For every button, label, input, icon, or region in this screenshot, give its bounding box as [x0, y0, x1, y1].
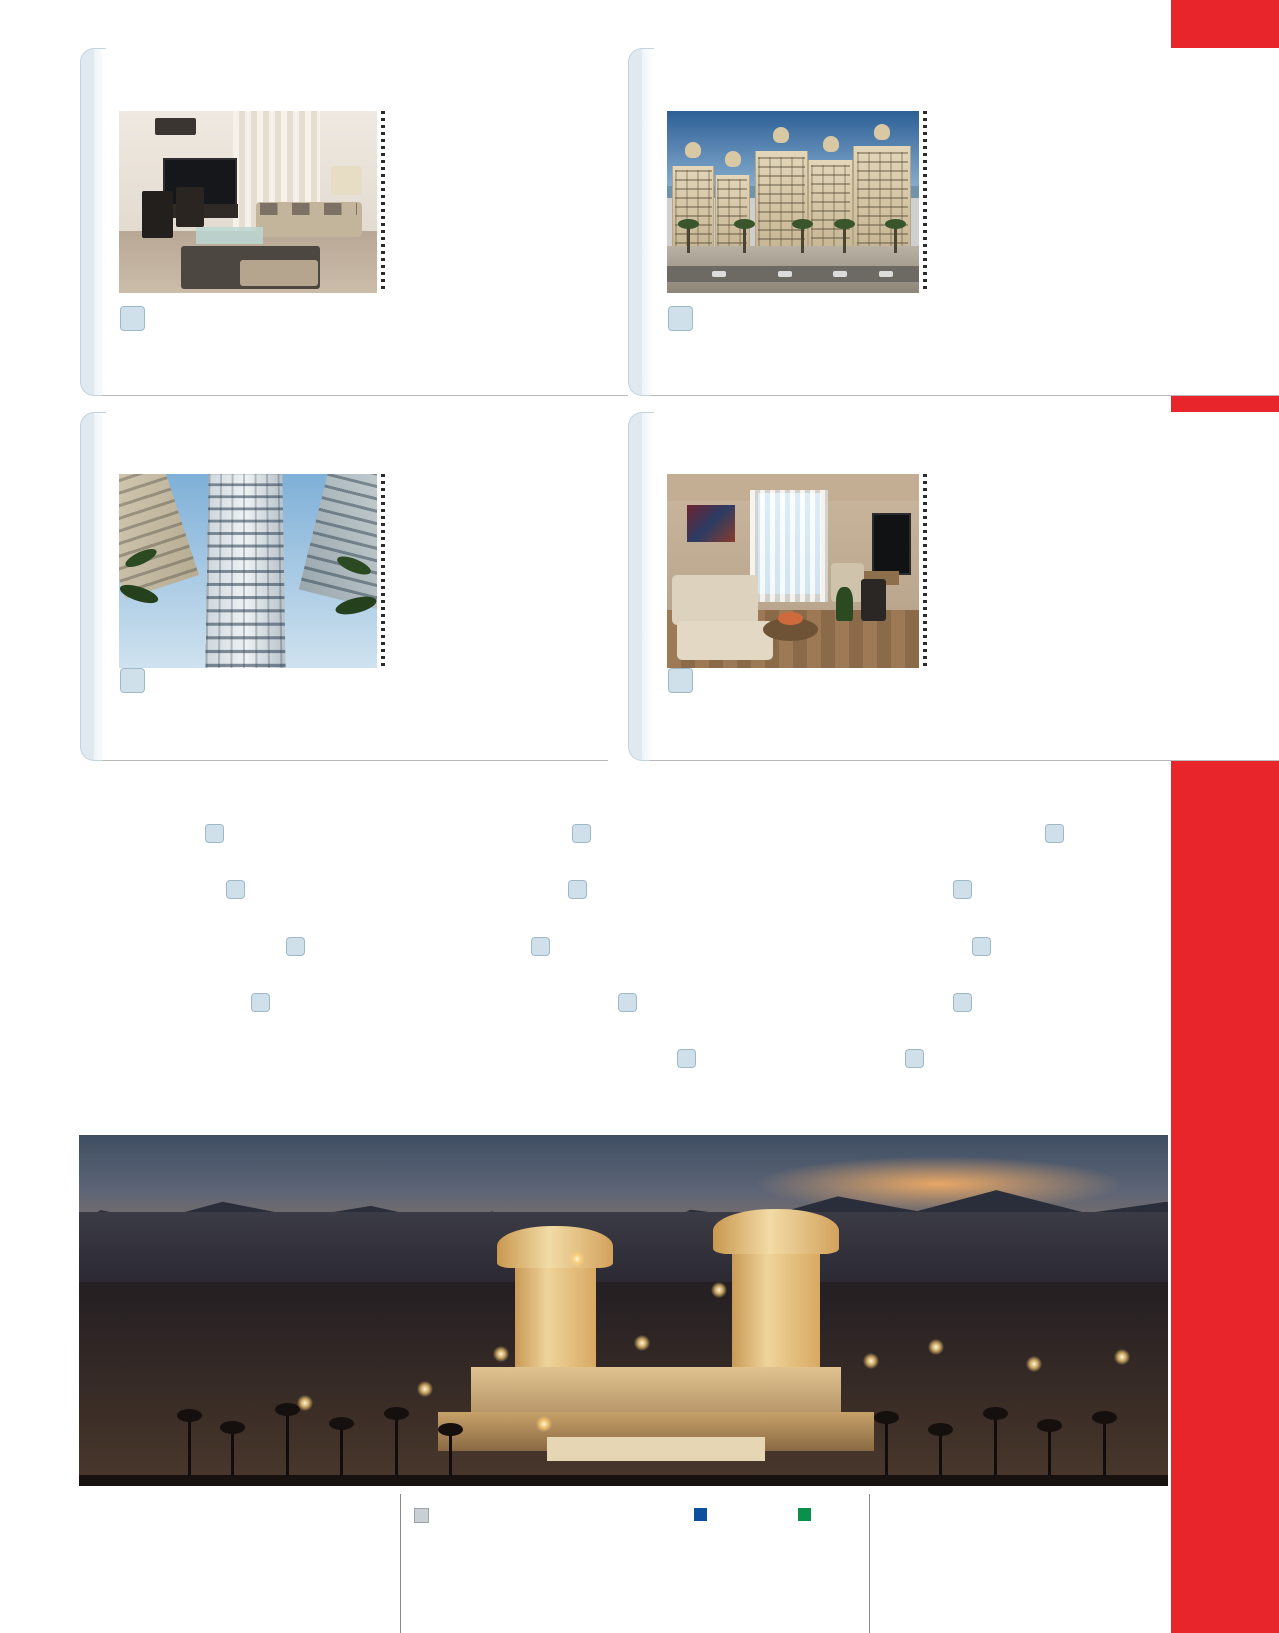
- card-color-swatch[interactable]: [668, 668, 693, 693]
- bullet-marker-3-2[interactable]: [531, 937, 550, 956]
- card-bottom-rule: [102, 760, 608, 761]
- card-spine-gradient: [94, 413, 106, 760]
- bullet-marker-1-1[interactable]: [205, 824, 224, 843]
- property-card-bottom-left[interactable]: [80, 412, 608, 761]
- card-spine-gradient: [94, 49, 106, 395]
- property-card-bottom-right[interactable]: [628, 412, 1279, 761]
- bullet-marker-1-3[interactable]: [1045, 824, 1064, 843]
- bullet-marker-2-3[interactable]: [953, 880, 972, 899]
- property-card-top-right[interactable]: [628, 48, 1279, 396]
- highrise-tower-upward-view-photo: [119, 474, 377, 668]
- furnished-living-room-photo: [119, 111, 377, 293]
- bullet-marker-1-2[interactable]: [572, 824, 591, 843]
- bullet-marker-4-1[interactable]: [251, 993, 270, 1012]
- bullet-marker-2-1[interactable]: [226, 880, 245, 899]
- footer-swatch-green[interactable]: [798, 1508, 811, 1521]
- footer-divider-2: [869, 1494, 870, 1633]
- bullet-marker-2-2[interactable]: [568, 880, 587, 899]
- card-color-swatch[interactable]: [668, 306, 693, 331]
- bullet-marker-5-1[interactable]: [677, 1049, 696, 1068]
- footer-swatch-gray[interactable]: [414, 1508, 429, 1523]
- photo-perforated-edge: [381, 111, 385, 293]
- card-spine-gradient: [642, 413, 654, 760]
- card-color-swatch[interactable]: [120, 306, 145, 331]
- bullet-marker-3-1[interactable]: [286, 937, 305, 956]
- photo-perforated-edge: [923, 111, 927, 293]
- bullet-marker-5-2[interactable]: [905, 1049, 924, 1068]
- bullet-marker-3-3[interactable]: [972, 937, 991, 956]
- photo-perforated-edge: [923, 474, 927, 668]
- photo-perforated-edge: [381, 474, 385, 668]
- card-bottom-rule: [650, 760, 1279, 761]
- card-color-swatch[interactable]: [120, 668, 145, 693]
- bullet-marker-4-3[interactable]: [953, 993, 972, 1012]
- footer-swatch-blue[interactable]: [694, 1508, 707, 1521]
- warm-lounge-interior-photo: [667, 474, 919, 668]
- night-temple-gateway-photo: [79, 1135, 1168, 1486]
- card-spine-gradient: [642, 49, 654, 395]
- residential-towers-daylight-photo: [667, 111, 919, 293]
- footer-divider-1: [400, 1494, 401, 1633]
- bullet-marker-4-2[interactable]: [618, 993, 637, 1012]
- card-bottom-rule: [650, 395, 1279, 396]
